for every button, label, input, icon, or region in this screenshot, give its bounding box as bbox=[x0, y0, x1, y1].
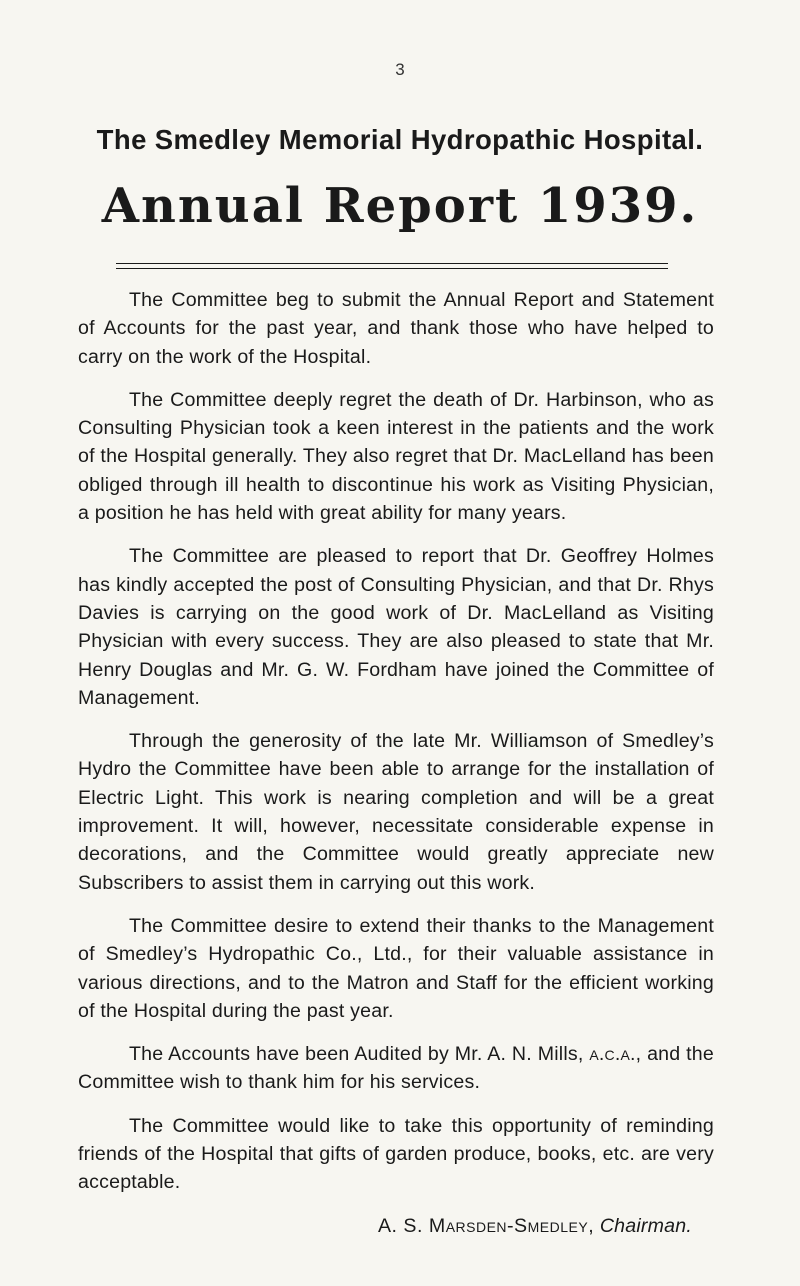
hospital-title: The Smedley Memorial Hydropathic Hospital. bbox=[96, 124, 704, 155]
signature-title: Chairman. bbox=[599, 1214, 692, 1237]
signature bbox=[78, 1212, 714, 1240]
accounts-text-after: , and the Committee wish to thank him for his services. bbox=[78, 1043, 714, 1094]
paragraph-electric-light: Through the generosity of the late Mr. Williamson of Smedley’s Hydro the Committee have been able to arrange for the installation of Electric Light. This work is nearing completion and will be a great improvement. It will, however, necessitate considerable expense in decorations, and the Committee would greatly appreciate new Subscribers to assist them in carrying out this work. bbox=[78, 730, 714, 894]
paragraph-gifts: The Committee would like to take this opportunity of reminding friends of the Hospital that gifts of garden produce, books, etc. are very acceptable. bbox=[78, 1114, 714, 1194]
accounts-text-before: The Accounts have been Audited by Mr. A. N. Mills, bbox=[129, 1043, 584, 1066]
paragraph-accounts bbox=[78, 1040, 714, 1097]
title-rule-bottom bbox=[116, 268, 668, 269]
signature-name: A. S. Marsden-Smedley, bbox=[377, 1214, 595, 1237]
report-title: Annual Report 1939. bbox=[101, 178, 699, 234]
page-number: 3 bbox=[395, 60, 405, 79]
report-body bbox=[78, 286, 714, 1240]
paragraph-thanks: The Committee desire to extend their thanks to the Management of Smedley’s Hydropathic Co., Ltd., for their valuable assistance in various directions, and to the Matron and Staff for the efficient working of the Hospital during the past year. bbox=[78, 914, 714, 1022]
title-rule-top bbox=[116, 263, 668, 264]
auditor-qualification: a.c.a. bbox=[589, 1043, 636, 1066]
paragraph-intro: The Committee beg to submit the Annual Report and Statement of Accounts for the past year, and thank those who have helped to carry on the work of the Hospital. bbox=[78, 289, 714, 368]
paragraph-condolences: The Committee deeply regret the death of Dr. Harbinson, who as Consulting Physician took a keen interest in the patients and the work of the Hospital generally. They also regret that Dr. MacLelland has been obliged through ill health to discontinue his work as Visiting Physician, a position he has held with great ability for many years. bbox=[78, 388, 714, 525]
paragraph-appointments: The Committee are pleased to report that Dr. Geoffrey Holmes has kindly accepted the post of Consulting Physician, and that Dr. Rhys Davies is carrying on the good work of Dr. MacLelland as Visiting Physician with every success. They are also pleased to state that Mr. Henry Douglas and Mr. G. W. Fordham have joined the Committee of Management. bbox=[78, 545, 714, 709]
